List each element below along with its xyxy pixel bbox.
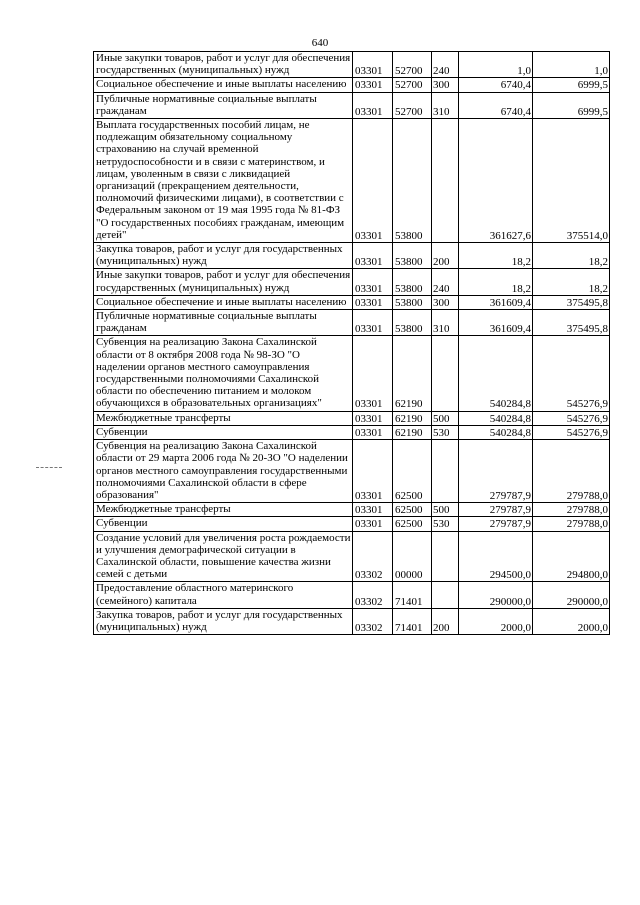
row-article-code: 03302 (353, 531, 393, 582)
row-value-1: 2000,0 (459, 608, 533, 634)
row-expense-type: 530 (432, 517, 459, 531)
table-row (94, 269, 610, 295)
row-value-1: 1,0 (459, 52, 533, 78)
row-article-code: 03301 (353, 269, 393, 295)
row-expense-type (432, 119, 459, 243)
row-subarticle-code: 71401 (393, 582, 432, 608)
row-value-1: 540284,8 (459, 336, 533, 411)
row-name: Субвенции (94, 425, 353, 439)
row-name: Субвенции (94, 517, 353, 531)
row-subarticle-code: 52700 (393, 78, 432, 92)
row-expense-type: 530 (432, 425, 459, 439)
row-subarticle-code: 53800 (393, 310, 432, 336)
row-value-2: 545276,9 (533, 411, 610, 425)
row-expense-type: 310 (432, 92, 459, 118)
row-name: Публичные нормативные социальные выплаты гражданам (94, 310, 353, 336)
table-row (94, 310, 610, 336)
table-row (94, 425, 610, 439)
row-value-2: 545276,9 (533, 425, 610, 439)
row-value-1: 6740,4 (459, 92, 533, 118)
row-value-2: 1,0 (533, 52, 610, 78)
row-expense-type: 240 (432, 269, 459, 295)
row-article-code: 03301 (353, 425, 393, 439)
row-value-1: 6740,4 (459, 78, 533, 92)
table-row (94, 608, 610, 634)
row-value-1: 540284,8 (459, 411, 533, 425)
row-name: Создание условий для увеличения роста рождаемости и улучшения демографической ситуации в Сахалинской области, повышение качества жизни семей с детьми (94, 531, 353, 582)
row-name: Социальное обеспечение и иные выплаты населению (94, 78, 353, 92)
row-value-2: 375495,8 (533, 295, 610, 309)
row-value-2: 6999,5 (533, 78, 610, 92)
table-body (94, 52, 610, 635)
table-row (94, 503, 610, 517)
row-value-2: 294800,0 (533, 531, 610, 582)
row-subarticle-code: 53800 (393, 269, 432, 295)
row-article-code: 03301 (353, 119, 393, 243)
row-value-1: 540284,8 (459, 425, 533, 439)
row-value-2: 545276,9 (533, 336, 610, 411)
row-name: Выплата государственных пособий лицам, не подлежащим обязательному социальному страхованию на случай временной нетрудоспособности и в связи с материнством, и лицам, уволенным в связи с ликвидацией организаций (прекращением деятельности, полномочий физическими лицами), в соответствии с Федеральным законом от 19 мая 1995 года № 81-ФЗ "О государственных пособиях гражданам, имеющим детей" (94, 119, 353, 243)
row-subarticle-code: 62500 (393, 440, 432, 503)
row-article-code: 03301 (353, 517, 393, 531)
row-article-code: 03301 (353, 440, 393, 503)
row-name: Иные закупки товаров, работ и услуг для обеспечения государственных (муниципальных) нужд (94, 269, 353, 295)
row-value-2: 375495,8 (533, 310, 610, 336)
row-name: Закупка товаров, работ и услуг для государственных (муниципальных) нужд (94, 608, 353, 634)
row-expense-type (432, 531, 459, 582)
row-expense-type: 500 (432, 411, 459, 425)
row-value-2: 279788,0 (533, 517, 610, 531)
row-name: Субвенция на реализацию Закона Сахалинской области от 8 октября 2008 года № 98-ЗО "О наделении органов местного самоуправления государственными полномочиями Сахалинской области по обеспечению питанием и молоком обучающихся в образовательных организациях" (94, 336, 353, 411)
row-expense-type: 200 (432, 243, 459, 269)
table-row (94, 78, 610, 92)
row-expense-type (432, 582, 459, 608)
row-article-code: 03302 (353, 582, 393, 608)
row-subarticle-code: 62190 (393, 411, 432, 425)
table-row (94, 243, 610, 269)
row-subarticle-code: 52700 (393, 92, 432, 118)
row-value-2: 6999,5 (533, 92, 610, 118)
table-row (94, 92, 610, 118)
row-value-1: 361627,6 (459, 119, 533, 243)
row-subarticle-code: 62500 (393, 503, 432, 517)
row-value-1: 361609,4 (459, 310, 533, 336)
row-name: Публичные нормативные социальные выплаты гражданам (94, 92, 353, 118)
row-expense-type: 300 (432, 295, 459, 309)
row-value-1: 294500,0 (459, 531, 533, 582)
row-subarticle-code: 62500 (393, 517, 432, 531)
budget-table (93, 51, 610, 635)
row-name: Субвенция на реализацию Закона Сахалинской области от 29 марта 2006 года № 20-ЗО "О наделении органов местного самоуправления государственными полномочиями Сахалинской области в сфере образования" (94, 440, 353, 503)
row-name: Социальное обеспечение и иные выплаты населению (94, 295, 353, 309)
row-subarticle-code: 71401 (393, 608, 432, 634)
row-expense-type: 300 (432, 78, 459, 92)
row-name: Межбюджетные трансферты (94, 503, 353, 517)
table-row (94, 411, 610, 425)
row-article-code: 03301 (353, 310, 393, 336)
row-subarticle-code: 62190 (393, 425, 432, 439)
margin-mark (36, 467, 62, 469)
row-expense-type (432, 336, 459, 411)
row-article-code: 03301 (353, 92, 393, 118)
page-number: 640 (311, 37, 329, 49)
row-name: Иные закупки товаров, работ и услуг для обеспечения государственных (муниципальных) нужд (94, 52, 353, 78)
row-subarticle-code: 62190 (393, 336, 432, 411)
table-row (94, 119, 610, 243)
row-value-1: 279787,9 (459, 517, 533, 531)
row-value-1: 361609,4 (459, 295, 533, 309)
row-article-code: 03302 (353, 608, 393, 634)
row-value-1: 18,2 (459, 243, 533, 269)
row-value-1: 18,2 (459, 269, 533, 295)
row-expense-type: 310 (432, 310, 459, 336)
row-expense-type: 240 (432, 52, 459, 78)
row-subarticle-code: 52700 (393, 52, 432, 78)
row-expense-type: 200 (432, 608, 459, 634)
row-subarticle-code: 53800 (393, 119, 432, 243)
row-value-2: 290000,0 (533, 582, 610, 608)
table-row (94, 582, 610, 608)
row-subarticle-code: 00000 (393, 531, 432, 582)
row-value-2: 18,2 (533, 269, 610, 295)
table-row (94, 52, 610, 78)
row-expense-type (432, 440, 459, 503)
row-value-2: 375514,0 (533, 119, 610, 243)
table-row (94, 295, 610, 309)
row-value-2: 2000,0 (533, 608, 610, 634)
row-subarticle-code: 53800 (393, 295, 432, 309)
table-row (94, 440, 610, 503)
row-value-2: 279788,0 (533, 440, 610, 503)
row-article-code: 03301 (353, 336, 393, 411)
row-value-1: 279787,9 (459, 503, 533, 517)
row-article-code: 03301 (353, 52, 393, 78)
row-article-code: 03301 (353, 411, 393, 425)
row-name: Предоставление областного материнского (семейного) капитала (94, 582, 353, 608)
row-article-code: 03301 (353, 503, 393, 517)
row-article-code: 03301 (353, 243, 393, 269)
row-name: Закупка товаров, работ и услуг для государственных (муниципальных) нужд (94, 243, 353, 269)
table-row (94, 531, 610, 582)
row-value-1: 279787,9 (459, 440, 533, 503)
row-article-code: 03301 (353, 295, 393, 309)
row-value-1: 290000,0 (459, 582, 533, 608)
row-value-2: 18,2 (533, 243, 610, 269)
row-subarticle-code: 53800 (393, 243, 432, 269)
table-row (94, 336, 610, 411)
row-value-2: 279788,0 (533, 503, 610, 517)
row-expense-type: 500 (432, 503, 459, 517)
row-name: Межбюджетные трансферты (94, 411, 353, 425)
row-article-code: 03301 (353, 78, 393, 92)
table-row (94, 517, 610, 531)
